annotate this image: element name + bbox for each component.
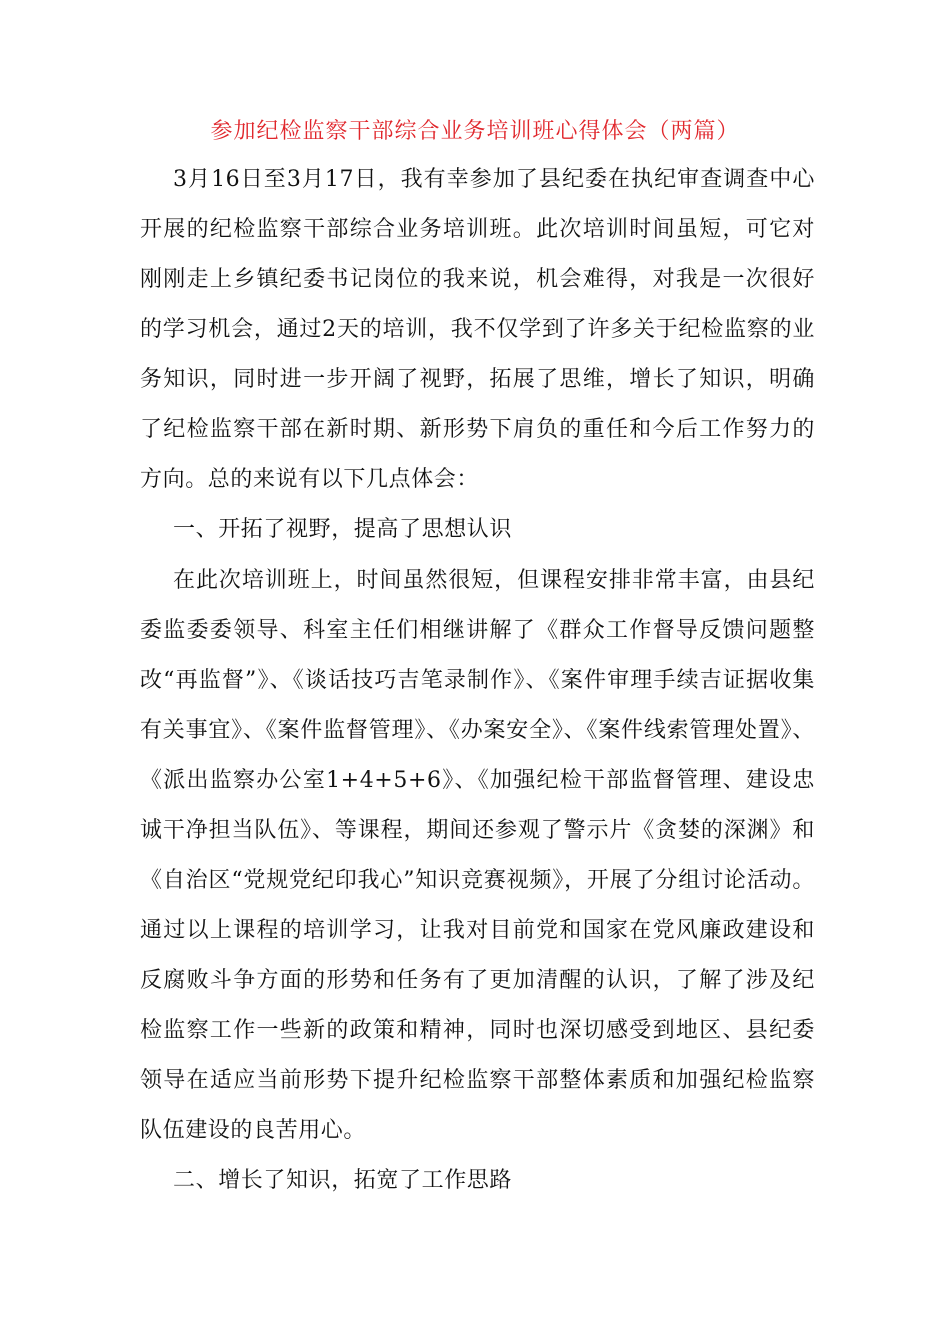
section-heading-1: 一、开拓了视野，提高了思想认识 <box>173 517 513 542</box>
paragraph-section-1: 在此次培训班上，时间虽然很短，但课程安排非常丰富，由县纪委监委委领导、科室主任们相继讲解了《群众工作督导反馈问题整改“再监督”》、《谈话技巧吉笔录制作》、《案件审理手续吉证据收集有关事宜》、《案件监督管理》、《办案安全》、《案件线索管理处置》、《派出监察办公室1+4+5+6》、《加强纪检干部监督管理、建设忠诚干净担当队伍》、等课程，期间还参观了警示片《贪婪的深渊》和《自治区“党规党纪印我心”知识竞赛视频》，开展了分组讨论活动。通过以上课程的培训学习，让我对目前党和国家在党风廉政建设和反腐败斗争方面的形势和任务有了更加清醒的认识，了解了涉及纪检监察工作一些新的政策和精神，同时也深切感受到地区、县纪委领导在适应当前形势下提升纪检监察干部整体素质和加强纪检监察队伍建设的良苦用心。 <box>140 568 815 1143</box>
paragraph-intro: 3月16日至3月17日，我有幸参加了县纪委在执纪审查调查中心开展的纪检监察干部综合业务培训班。此次培训时间虽短，可它对刚刚走上乡镇纪委书记岗位的我来说，机会难得，对我是一次很好的学习机会，通过2天的培训，我不仅学到了许多关于纪检监察的业务知识，同时进一步开阔了视野，拓展了思维，增长了知识，明确了纪检监察干部在新时期、新形势下肩负的重任和今后工作努力的方向。总的来说有以下几点体会： <box>140 167 815 492</box>
section-heading-2: 二、增长了知识，拓宽了工作思路 <box>173 1168 513 1193</box>
document-title: 参加纪检监察干部综合业务培训班心得体会（两篇） <box>210 119 740 144</box>
